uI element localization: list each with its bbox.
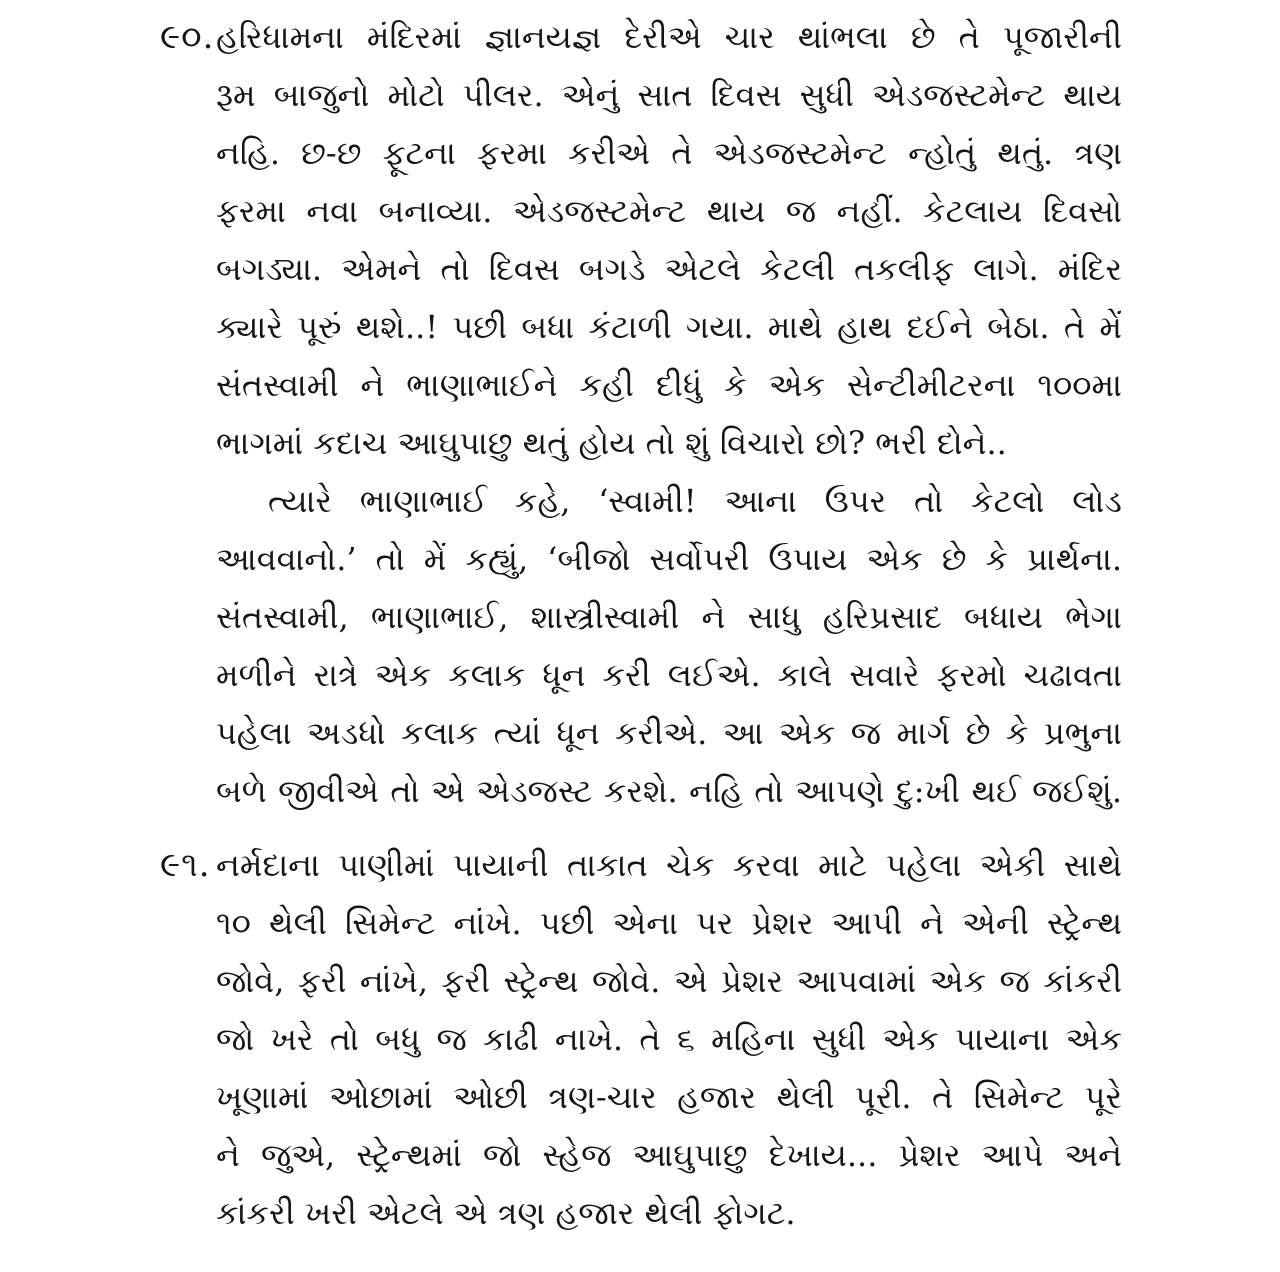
text-line: મળીને રાત્રે એક કલાક ધૂન કરી લઈએ. કાલે સવારે ફરમો ચઢાવતા [216, 656, 1122, 694]
text-line: બળે જીવીએ તો એ એડજસ્ટ કરશે. નહિ તો આપણે દુ:ખી થઈ જઈશું. [216, 772, 1122, 810]
text-line: ભાગમાં કદાચ આઘુપાછુ થતું હોય તો શું વિચારો છો? ભરી દોને.. [216, 424, 1007, 462]
item-number: ૯૧. [160, 845, 211, 885]
text-line: જોવે, ફરી નાંખે, ફરી સ્ટ્રેન્થ જોવે. એ પ્રેશર આપવામાં એક જ કાંકરી [216, 962, 1122, 1000]
text-line: ૧૦ થેલી સિમેન્ટ નાંખે. પછી એના પર પ્રેશર આપી ને એની સ્ટ્રેન્થ [216, 904, 1122, 942]
text-line: રૂમ બાજુનો મોટો પીલર. એનું સાત દિવસ સુધી એડજસ્ટમેન્ટ થાય [216, 76, 1122, 114]
text-line: નહિ. છ-છ ફૂટના ફરમા કરીએ તે એડજસ્ટમેન્ટ ન્હોતું થતું. ત્રણ [216, 134, 1122, 172]
text-line: હરિધામના મંદિરમાં જ્ઞાનયજ્ઞ દેરીએ ચાર થાંભલા છે તે પૂજારીની [216, 18, 1122, 56]
text-line: ને જુએ, સ્ટ્રેન્થમાં જો સ્હેજ આઘુપાછુ દેખાય... પ્રેશર આપે અને [216, 1136, 1122, 1174]
text-line: બગડ્યા. એમને તો દિવસ બગડે એટલે કેટલી તકલીફ લાગે. મંદિર [216, 250, 1122, 288]
text-line: ફરમા નવા બનાવ્યા. એડજસ્ટમેન્ટ થાય જ નહીં. કેટલાય દિવસો [216, 192, 1122, 230]
item-number: ૯૦. [160, 17, 215, 57]
text-line: ક્યારે પૂરું થશે..! પછી બધા કંટાળી ગયા. માથે હાથ દઈને બેઠા. તે મેં [216, 308, 1122, 346]
text-line: સંતસ્વામી, ભાણાભાઈ, શાસ્ત્રીસ્વામી ને સાધુ હરિપ્રસાદ બધાય ભેગા [216, 598, 1122, 636]
text-line: જો ખરે તો બધુ જ કાઢી નાખે. તે ૬ મહિના સુધી એક પાયાના એક [216, 1020, 1122, 1058]
text-line: સંતસ્વામી ને ભાણાભાઈને કહી દીધું કે એક સેન્ટીમીટરના ૧૦૦મા [216, 366, 1122, 404]
text-line-indented: ત્યારે ભાણાભાઈ કહે, ‘સ્વામી! આના ઉપર તો કેટલો લોડ [268, 482, 1122, 520]
text-line: પહેલા અડધો કલાક ત્યાં ધૂન કરીએ. આ એક જ માર્ગ છે કે પ્રભુના [216, 714, 1122, 752]
text-line: ખૂણામાં ઓછામાં ઓછી ત્રણ-ચાર હજાર થેલી પૂરી. તે સિમેન્ટ પૂરે [216, 1078, 1122, 1116]
text-line: નર્મદાના પાણીમાં પાયાની તાકાત ચેક કરવા માટે પહેલા એકી સાથે [216, 846, 1122, 884]
text-line: કાંકરી ખરી એટલે એ ત્રણ હજાર થેલી ફોગટ. [216, 1194, 796, 1232]
text-line: આવવાનો.’ તો મેં કહ્યું, ‘બીજો સર્વોપરી ઉપાય એક છે કે પ્રાર્થના. [216, 540, 1122, 578]
